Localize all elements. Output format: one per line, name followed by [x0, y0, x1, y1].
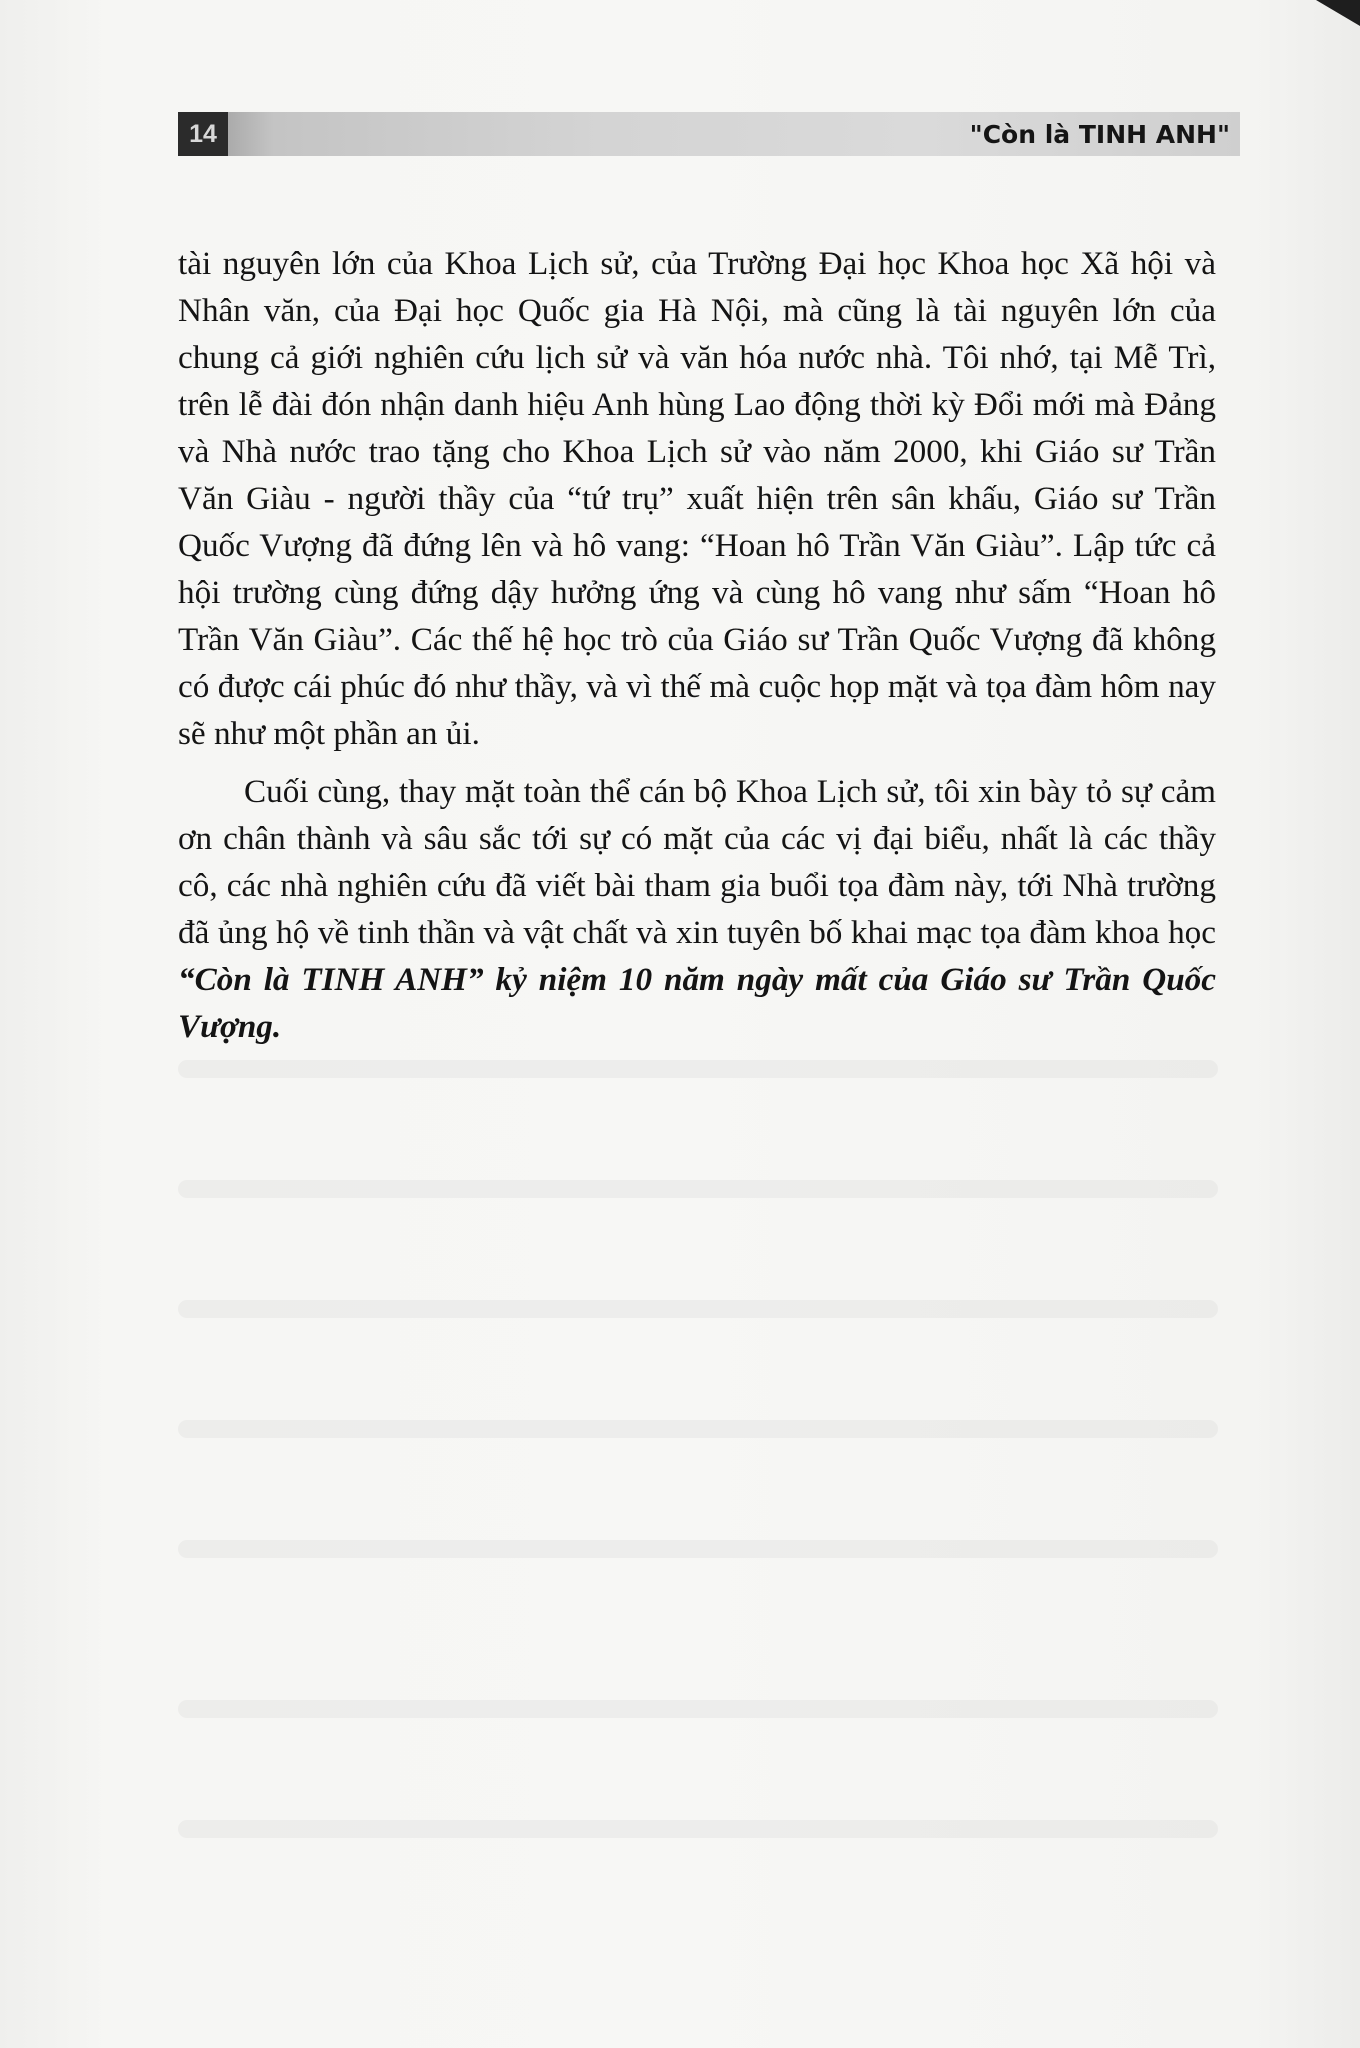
page-header-bar	[178, 112, 1240, 156]
paragraph-2-text: Cuối cùng, thay mặt toàn thể cán bộ Khoa Lịch sử, tôi xin bày tỏ sự cảm ơn chân thành và sâu sắc tới sự có mặt của các vị đại biểu, nhất là các thầy cô, các nhà nghiên cứu đã viết bài tham gia buổi tọa đàm này, tới Nhà trường đã ủng hộ về tinh thần và vật chất và xin tuyên bố khai mạc tọa đàm khoa học	[178, 773, 1216, 951]
bleed-through-line	[178, 1540, 1218, 1558]
bleed-through-line	[178, 1060, 1218, 1078]
bleed-through-line	[178, 1300, 1218, 1318]
page-number: 14	[178, 112, 228, 156]
running-title: "Còn là TINH ANH"	[969, 120, 1230, 149]
bleed-through-line	[178, 1820, 1218, 1838]
bleed-through-line	[178, 1420, 1218, 1438]
bleed-through-line	[178, 1700, 1218, 1718]
body-text	[178, 240, 1216, 1050]
bleed-through-line	[178, 1180, 1218, 1198]
paragraph-2	[178, 768, 1216, 1050]
paragraph-1: tài nguyên lớn của Khoa Lịch sử, của Trường Đại học Khoa học Xã hội và Nhân văn, của Đại học Quốc gia Hà Nội, mà cũng là tài nguyên lớn của chung cả giới nghiên cứu lịch sử và văn hóa nước nhà. Tôi nhớ, tại Mễ Trì, trên lễ đài đón nhận danh hiệu Anh hùng Lao động thời kỳ Đổi mới mà Đảng và Nhà nước trao tặng cho Khoa Lịch sử vào năm 2000, khi Giáo sư Trần Văn Giàu - người thầy của “tứ trụ” xuất hiện trên sân khấu, Giáo sư Trần Quốc Vượng đã đứng lên và hô vang: “Hoan hô Trần Văn Giàu”. Lập tức cả hội trường cùng đứng dậy hưởng ứng và cùng hô vang như sấm “Hoan hô Trần Văn Giàu”. Các thế hệ học trò của Giáo sư Trần Quốc Vượng đã không có được cái phúc đó như thầy, và vì thế mà cuộc họp mặt và tọa đàm hôm nay sẽ như một phần an ủi.	[178, 245, 1216, 752]
paragraph-2-italic-title: “Còn là TINH ANH” kỷ niệm 10 năm ngày mất của Giáo sư Trần Quốc Vượng.	[178, 961, 1216, 1045]
page-corner-shadow	[1316, 0, 1360, 26]
